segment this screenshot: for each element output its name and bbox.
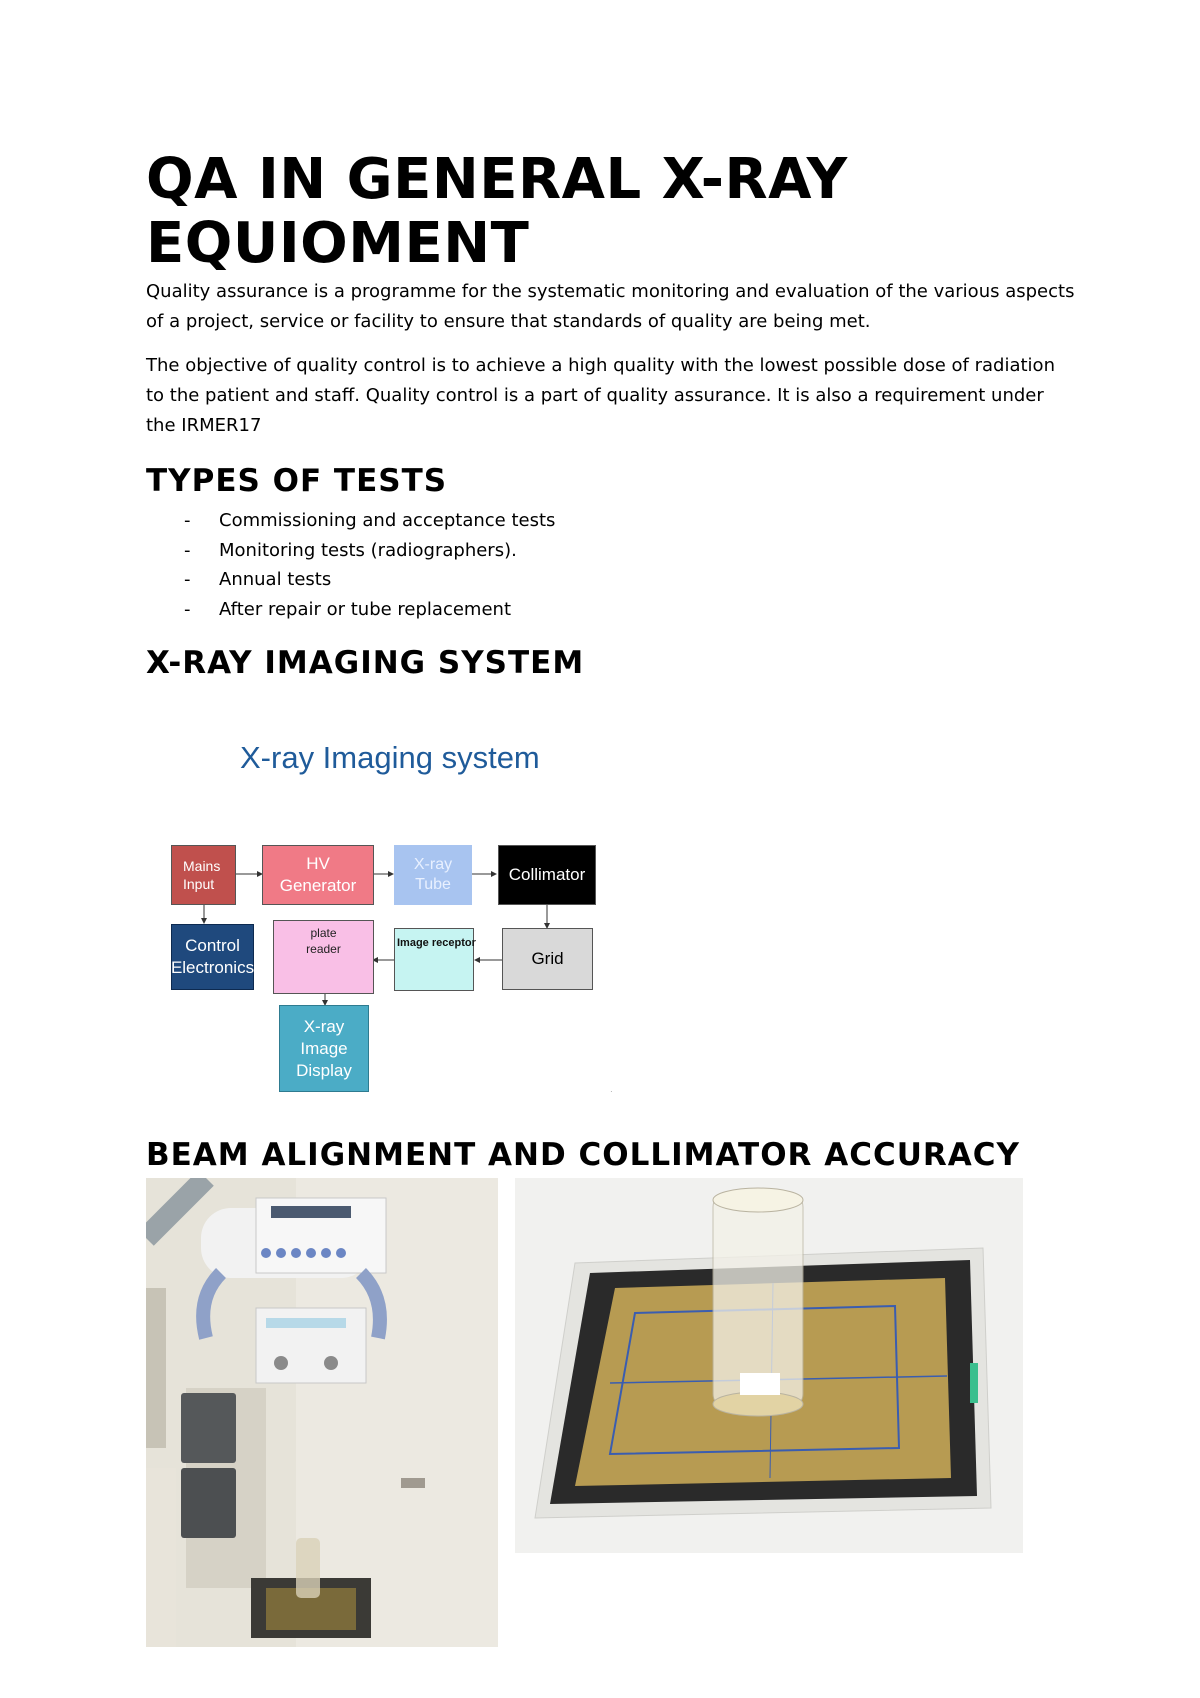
image-receptor-box (394, 928, 474, 991)
grid-label: Grid (531, 949, 564, 968)
svg-text:·: · (610, 1087, 613, 1096)
xray-display-label-2: Image (300, 1038, 348, 1058)
xray-display-box (279, 1005, 369, 1092)
list-item-text: Annual tests (219, 569, 332, 590)
hv-generator-box (262, 845, 374, 905)
xray-tube-box (394, 845, 472, 905)
collimator-box (498, 845, 596, 905)
list-dash: - (184, 510, 191, 531)
list-dash: - (184, 569, 191, 590)
xray-display-label-1: X-ray (303, 1016, 345, 1036)
control-electronics-label-1: Control (185, 936, 240, 955)
xray-tube-photo (146, 1178, 498, 1647)
plate-reader-label-2: reader (306, 942, 341, 956)
list-dash: - (184, 539, 191, 561)
imaging-heading: X-RAY IMAGING SYSTEM (146, 645, 585, 681)
page-title: QA IN GENERAL X-RAY EQUIOMENT (146, 147, 848, 276)
collimator-label: Collimator (508, 865, 586, 884)
plate-reader-label-1: plate (310, 926, 337, 940)
diagram-title: X-ray Imaging system (240, 740, 540, 775)
plate-reader-box (273, 920, 374, 994)
intro-paragraph-2: The objective of quality control is to achieve a high quality with the lowest possible dose of radiation to the patient and staff. Quality control is a part of quality assurance. It is also a requirement under the IRMER17 (146, 355, 1055, 436)
list-item-text: Commissioning and acceptance tests (219, 510, 556, 531)
mains-input-label-1: Mains (183, 858, 221, 874)
grid-box (502, 928, 593, 990)
image-receptor-label: Image receptor (397, 937, 476, 949)
mains-input-box (171, 845, 236, 905)
mains-input-label-2: Input (183, 876, 215, 892)
intro-paragraph-1: Quality assurance is a programme for the systematic monitoring and evaluation of the various aspects of a project, service or facility to ensure that standards of quality are being met. (146, 281, 1075, 332)
list-item-text: After repair or tube replacement (219, 598, 512, 620)
control-electronics-box (171, 924, 254, 990)
types-heading: TYPES OF TESTS (146, 463, 448, 499)
xray-tube-label-1: X-ray (413, 856, 453, 873)
list-dash: - (184, 598, 191, 620)
xray-tube-label-2: Tube (415, 876, 451, 893)
beam-heading: BEAM ALIGNMENT AND COLLIMATOR ACCURACY (146, 1137, 1020, 1173)
collimator-test-tool-photo (515, 1178, 1023, 1553)
hv-generator-label-1: HV (306, 854, 330, 873)
control-electronics-label-2: Electronics (170, 958, 255, 977)
xray-display-label-3: Display (296, 1060, 352, 1080)
hv-generator-label-2: Generator (279, 876, 357, 895)
list-item-text: Monitoring tests (radiographers). (219, 539, 517, 561)
